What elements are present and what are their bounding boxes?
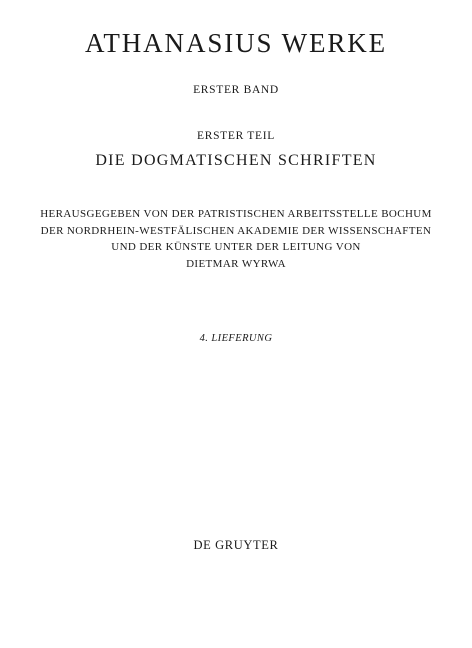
- part-label: ERSTER TEIL: [197, 130, 275, 142]
- installment-label: 4. LIEFERUNG: [199, 333, 273, 344]
- credit-line: DER NORDRHEIN-WESTFÄLISCHEN AKADEMIE DER WISSENSCHAFTEN: [40, 224, 432, 237]
- credit-line: UND DER KÜNSTE UNTER DER LEITUNG VON: [111, 241, 361, 253]
- editor-name: DIETMAR WYRWA: [186, 257, 286, 270]
- publisher-name: DE GRUYTER: [193, 538, 279, 552]
- book-title: ATHANASIUS WERKE: [85, 28, 387, 58]
- credit-line: HERAUSGEGEBEN VON DER PATRISTISCHEN ARBEITSSTELLE BOCHUM: [40, 208, 432, 220]
- book-subtitle: DIE DOGMATISCHEN SCHRIFTEN: [95, 152, 377, 169]
- editor-credits: [0, 206, 472, 272]
- volume-label: ERSTER BAND: [193, 84, 279, 96]
